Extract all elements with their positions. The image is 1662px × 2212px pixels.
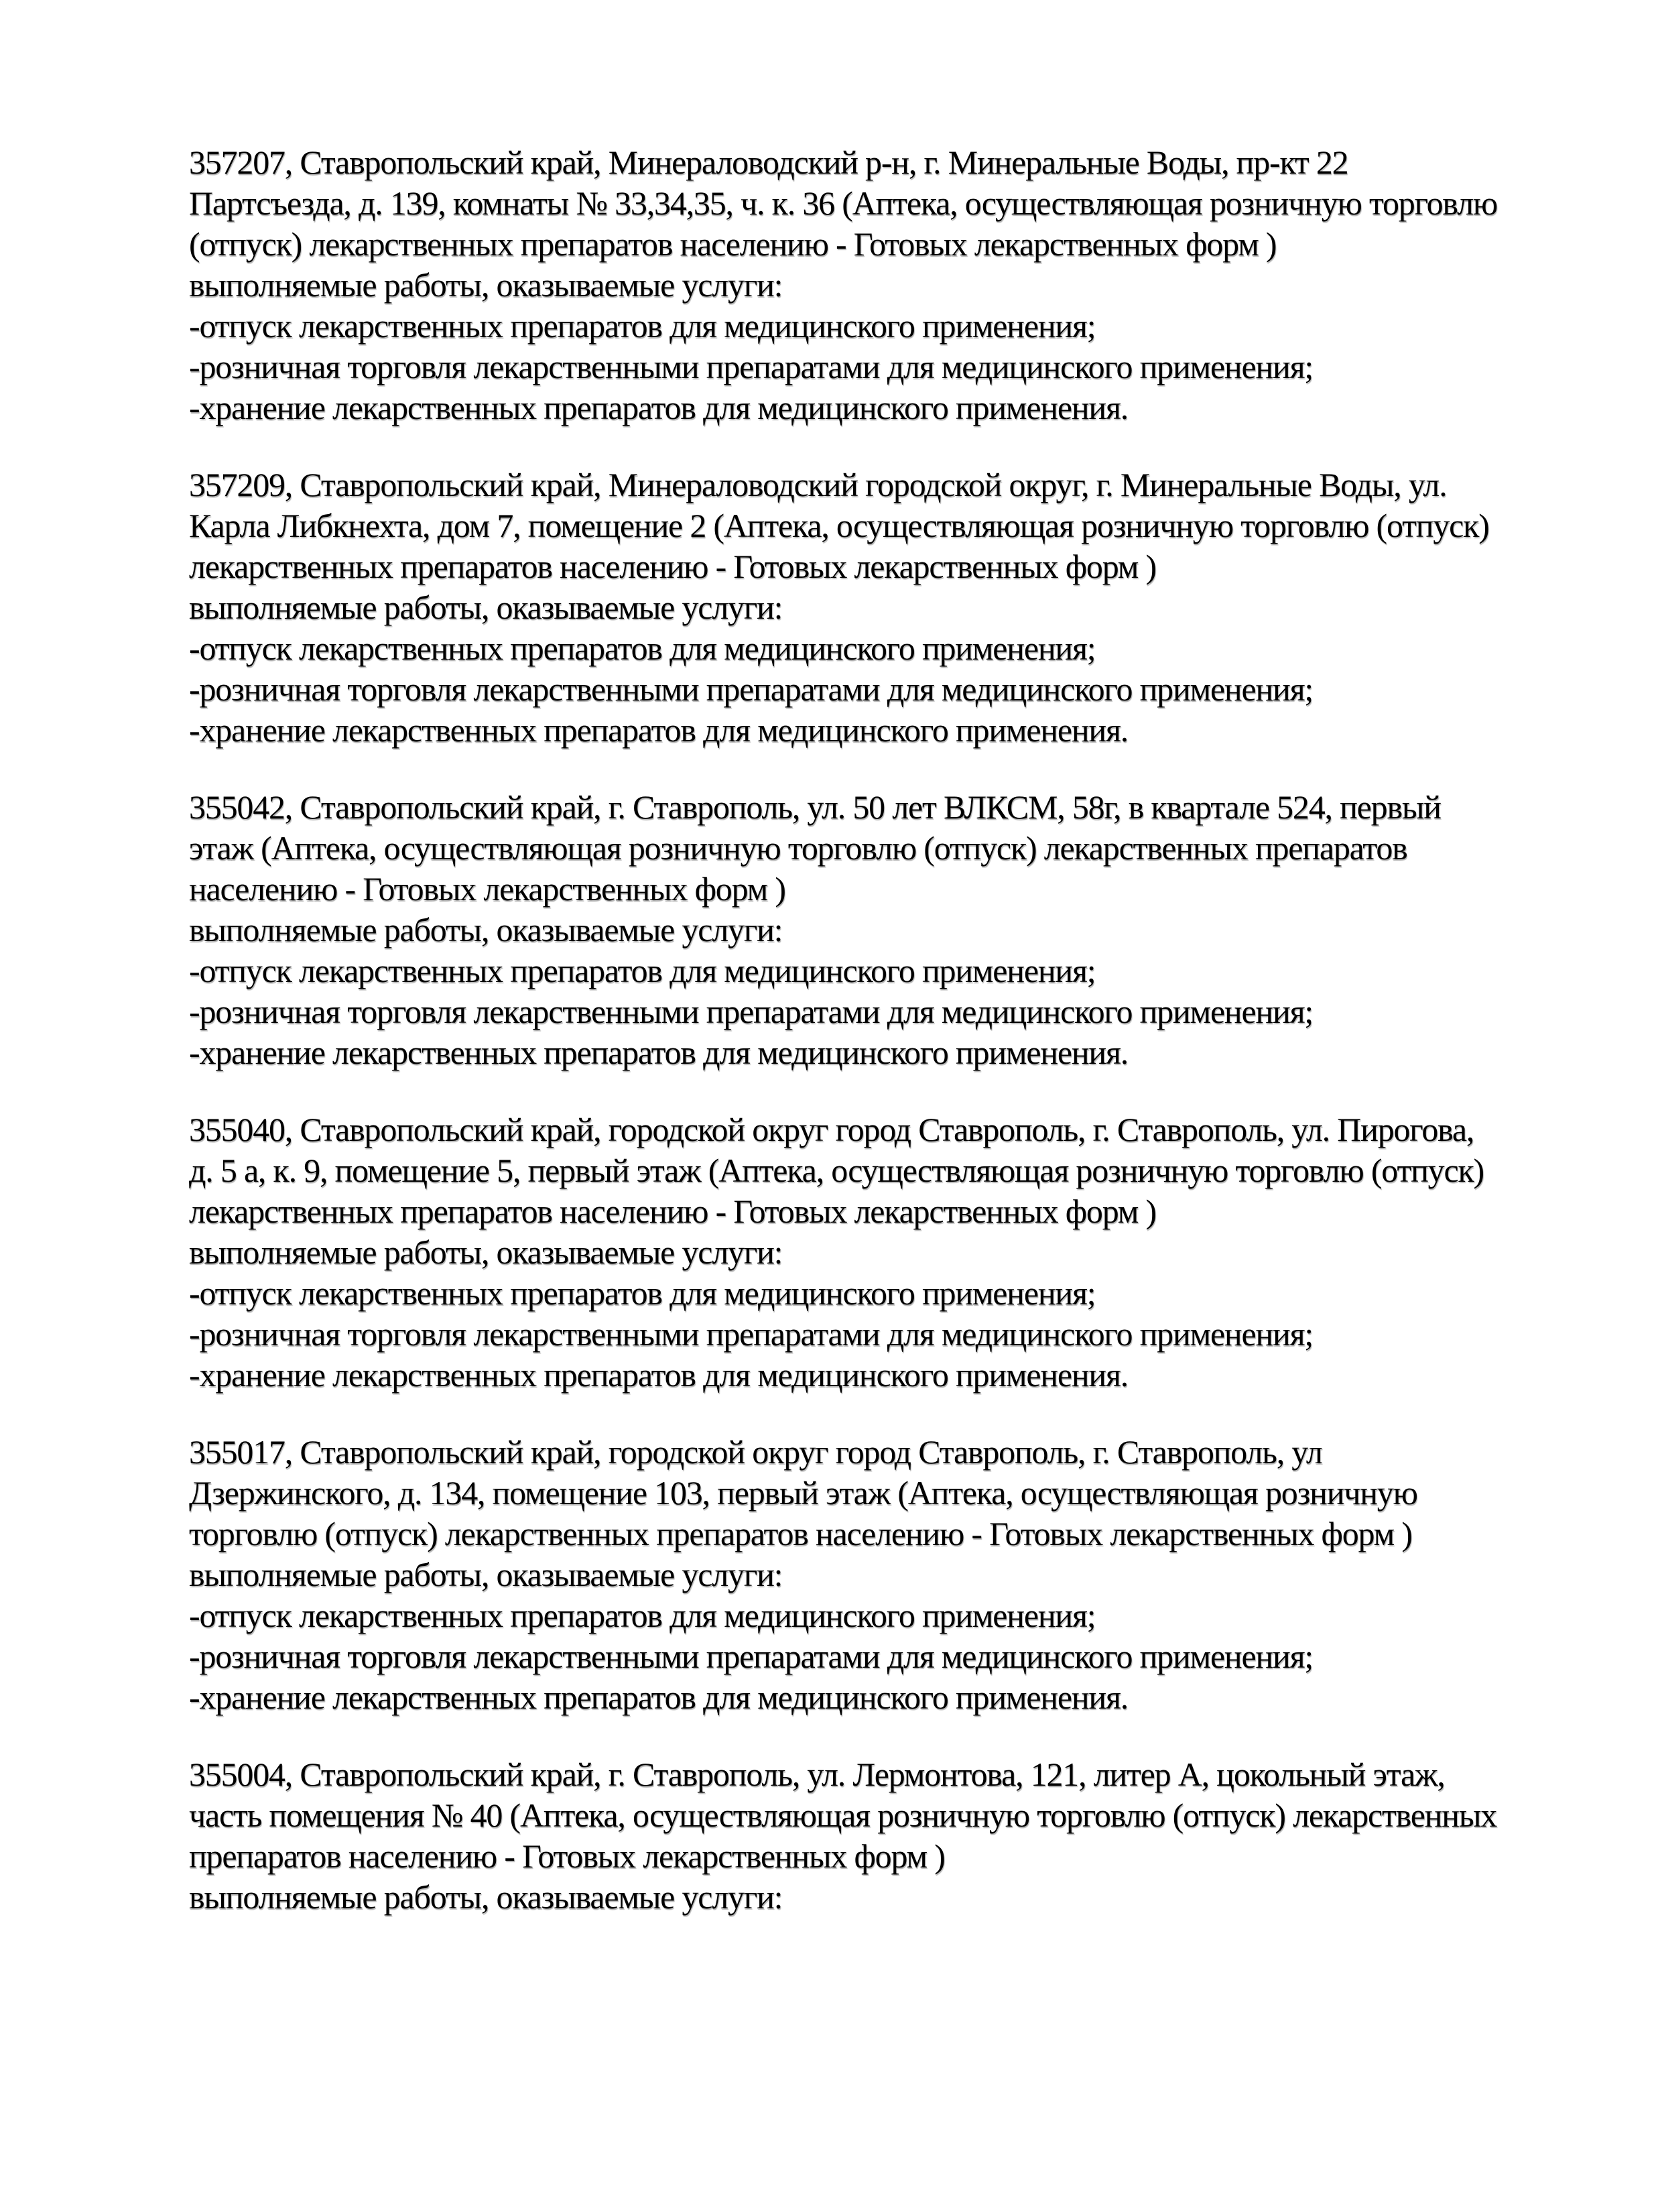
address-line: 355042, Ставропольский край, г. Ставрополь, ул. 50 лет ВЛКСМ, 58г, в квартале 524, первый — [189, 788, 1441, 826]
address-line: Карла Либкнехта, дом 7, помещение 2 (Аптека, осуществляющая розничную торговлю (отпуск) — [189, 507, 1489, 544]
service-item-line: -хранение лекарственных препаратов для медицинского применения. — [189, 1678, 1129, 1716]
services-intro-line: выполняемые работы, оказываемые услуги: — [189, 911, 783, 948]
service-item-line: -розничная торговля лекарственными препаратами для медицинского применения; — [189, 1638, 1314, 1675]
service-item-line: -отпуск лекарственных препаратов для медицинского применения; — [189, 1597, 1096, 1634]
address-line: лекарственных препаратов населению - Готовых лекарственных форм ) — [189, 1192, 1156, 1230]
address-line: 357207, Ставропольский край, Минераловодский р-н, г. Минеральные Воды, пр-кт 22 — [189, 143, 1348, 181]
services-intro-line: выполняемые работы, оказываемые услуги: — [189, 1878, 783, 1916]
services-intro-line: выполняемые работы, оказываемые услуги: — [189, 266, 783, 304]
license-entry-355017 — [189, 1432, 1635, 1718]
address-line: (отпуск) лекарственных препаратов населению - Готовых лекарственных форм ) — [189, 225, 1277, 263]
license-entry-357209 — [189, 465, 1635, 751]
service-item-line: -розничная торговля лекарственными препаратами для медицинского применения; — [189, 993, 1314, 1030]
address-line: 355004, Ставропольский край, г. Ставрополь, ул. Лермонтова, 121, литер А, цокольный этаж, — [189, 1756, 1445, 1793]
address-line: этаж (Аптека, осуществляющая розничную торговлю (отпуск) лекарственных препаратов — [189, 829, 1407, 867]
service-item-line: -хранение лекарственных препаратов для медицинского применения. — [189, 1356, 1129, 1394]
service-item-line: -отпуск лекарственных препаратов для медицинского применения; — [189, 952, 1096, 989]
services-intro-line: выполняемые работы, оказываемые услуги: — [189, 1233, 783, 1271]
address-line: населению - Готовых лекарственных форм ) — [189, 870, 785, 908]
service-item-line: -отпуск лекарственных препаратов для медицинского применения; — [189, 1274, 1096, 1312]
service-item-line: -розничная торговля лекарственными препаратами для медицинского применения; — [189, 670, 1314, 708]
address-line: д. 5 а, к. 9, помещение 5, первый этаж (Аптека, осуществляющая розничную торговлю (отпуск) — [189, 1152, 1484, 1189]
address-line: лекарственных препаратов населению - Готовых лекарственных форм ) — [189, 548, 1156, 585]
license-entry-355042 — [189, 787, 1635, 1073]
address-line: 355017, Ставропольский край, городской округ город Ставрополь, г. Ставрополь, ул — [189, 1433, 1322, 1471]
service-item-line: -хранение лекарственных препаратов для медицинского применения. — [189, 1034, 1129, 1071]
service-item-line: -отпуск лекарственных препаратов для медицинского применения; — [189, 629, 1096, 667]
service-item-line: -хранение лекарственных препаратов для медицинского применения. — [189, 389, 1129, 426]
address-line: 357209, Ставропольский край, Минераловодский городской округ, г. Минеральные Воды, ул. — [189, 466, 1447, 503]
license-entry-357207 — [189, 142, 1635, 428]
address-line: Партсъезда, д. 139, комнаты № 33,34,35, ч. к. 36 (Аптека, осуществляющая розничную торговлю — [189, 184, 1498, 222]
service-item-line: -отпуск лекарственных препаратов для медицинского применения; — [189, 307, 1096, 345]
address-line: торговлю (отпуск) лекарственных препаратов населению - Готовых лекарственных форм ) — [189, 1515, 1412, 1552]
service-item-line: -розничная торговля лекарственными препаратами для медицинского применения; — [189, 1315, 1314, 1353]
address-line: препаратов населению - Готовых лекарственных форм ) — [189, 1837, 945, 1875]
address-line: Дзержинского, д. 134, помещение 103, первый этаж (Аптека, осуществляющая розничную — [189, 1474, 1417, 1512]
services-intro-line: выполняемые работы, оказываемые услуги: — [189, 589, 783, 626]
service-item-line: -хранение лекарственных препаратов для медицинского применения. — [189, 711, 1129, 749]
license-entry-355004 — [189, 1754, 1635, 1918]
address-line: часть помещения № 40 (Аптека, осуществляющая розничную торговлю (отпуск) лекарственных — [189, 1796, 1497, 1834]
license-entry-355040 — [189, 1109, 1635, 1396]
service-item-line: -розничная торговля лекарственными препаратами для медицинского применения; — [189, 348, 1314, 385]
address-line: 355040, Ставропольский край, городской округ город Ставрополь, г. Ставрополь, ул. Пирогова, — [189, 1111, 1474, 1148]
services-intro-line: выполняемые работы, оказываемые услуги: — [189, 1556, 783, 1593]
